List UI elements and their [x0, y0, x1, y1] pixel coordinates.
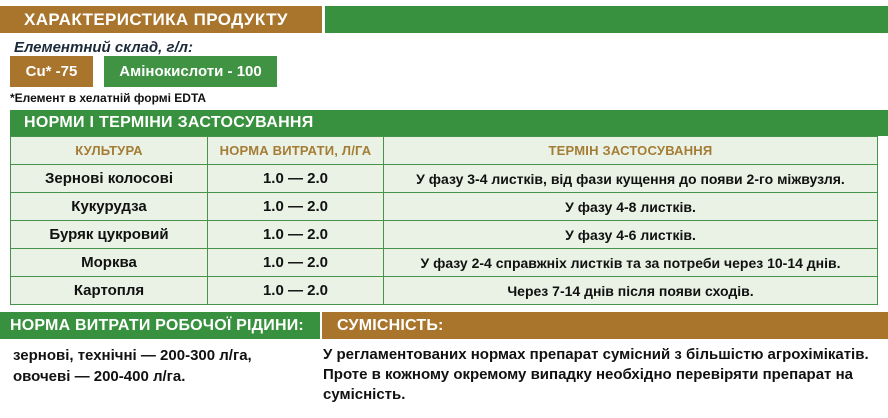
rate-cell: 1.0 — 2.0 [208, 165, 384, 193]
column-header-term: ТЕРМІН ЗАСТОСУВАННЯ [384, 137, 878, 165]
culture-cell: Картопля [11, 277, 208, 305]
rate-cell: 1.0 — 2.0 [208, 249, 384, 277]
table-row [11, 165, 878, 193]
term-cell: Через 7-14 днів після появи сходів. [384, 277, 878, 305]
usage-table [10, 136, 878, 305]
rate-cell: 1.0 — 2.0 [208, 221, 384, 249]
rate-cell: 1.0 — 2.0 [208, 193, 384, 221]
culture-cell: Зернові колосові [11, 165, 208, 193]
term-cell: У фазу 2-4 справжніх листків та за потреби через 10-14 днів. [384, 249, 878, 277]
term-cell: У фазу 4-8 листків. [384, 193, 878, 221]
chelate-footnote: *Елемент в хелатній формі EDTA [10, 91, 207, 105]
table-row [11, 277, 878, 305]
table-header-row [11, 137, 878, 165]
term-cell: У фазу 3-4 листків, від фази кущення до появи 2-го міжвузля. [384, 165, 878, 193]
usage-section-title: НОРМИ І ТЕРМІНИ ЗАСТОСУВАННЯ [10, 110, 888, 136]
composition-label: Елементний склад, г/л: [14, 39, 193, 56]
table-row [11, 221, 878, 249]
page-title: ХАРАКТЕРИСТИКА ПРОДУКТУ [0, 6, 322, 33]
term-cell: У фазу 4-6 листків. [384, 221, 878, 249]
table-row [11, 249, 878, 277]
badge-amino-acids-content: Амінокислоти - 100 [104, 56, 277, 87]
application-rate-section-title: НОРМА ВИТРАТИ РОБОЧОЇ РІДИНИ: [0, 312, 320, 339]
rate-line-cereals: зернові, технічні — 200-300 л/га, [13, 347, 252, 364]
compatibility-text: У регламентованих нормах препарат сумісний з більшістю агрохімікатів. Проте в кожному окремому випадку необхідно перевіряти препарат на сумісність. [323, 346, 869, 403]
compatibility-section-title: СУМІСНІСТЬ: [322, 312, 888, 339]
badge-copper-content: Cu* -75 [10, 56, 93, 87]
culture-cell: Кукурудза [11, 193, 208, 221]
column-header-rate: НОРМА ВИТРАТИ, Л/ГА [208, 137, 384, 165]
culture-cell: Буряк цукровий [11, 221, 208, 249]
column-header-culture: КУЛЬТУРА [11, 137, 208, 165]
table-row [11, 193, 878, 221]
rate-cell: 1.0 — 2.0 [208, 277, 384, 305]
culture-cell: Морква [11, 249, 208, 277]
header-green-bar [325, 6, 888, 33]
application-rate-text [13, 345, 313, 387]
rate-line-vegetables: овочеві — 200-400 л/га. [13, 368, 186, 385]
